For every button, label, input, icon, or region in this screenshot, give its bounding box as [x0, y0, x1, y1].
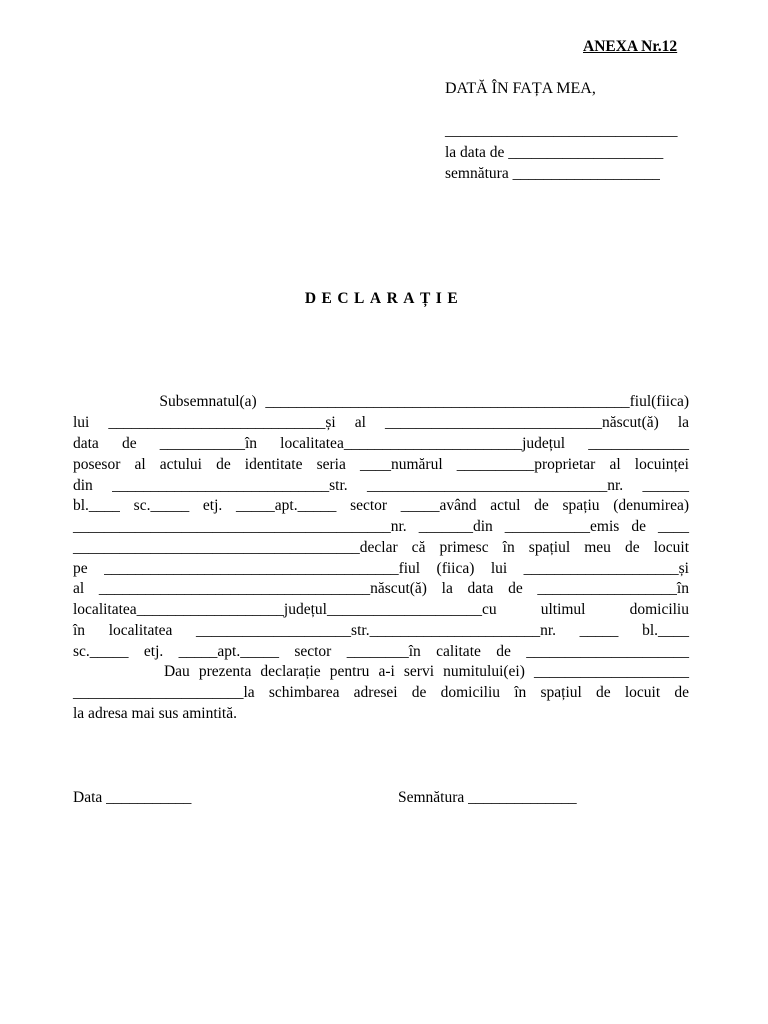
body-line: localitatea___________________județul____________________cu ultimul domiciliu	[73, 601, 689, 618]
body-line: data de ___________în localitatea_______________________județul _____________	[73, 435, 689, 452]
body-line: sc._____ etj. _____apt._____ sector ________în calitate de _____________________	[73, 643, 689, 660]
body-line: Dau prezenta declarație pentru a-i servi numitului(ei) ____________________	[73, 663, 689, 680]
date-field: Data ___________	[73, 789, 192, 806]
body-line: posesor al actului de identitate seria ____numărul __________proprietar al locuinței	[73, 456, 689, 473]
body-line: la adresa mai sus amintită.	[73, 705, 237, 722]
witness-signature-line: semnătura ___________________	[445, 165, 660, 182]
signature-field: Semnătura ______________	[398, 789, 577, 806]
body-line: _________________________________________nr. _______din ___________emis de ____	[73, 518, 689, 535]
body-line: bl.____ sc._____ etj. _____apt._____ sector _____având actul de spațiu (denumirea)	[73, 497, 689, 514]
body-line: din ____________________________str. _______________________________nr. ______	[73, 477, 689, 494]
body-line: în localitatea ____________________str.______________________nr. _____ bl.____	[73, 622, 689, 639]
witness-name-line: ______________________________	[445, 122, 678, 139]
witness-date-line: la data de ____________________	[445, 144, 664, 161]
body-line: al ___________________________________născut(ă) la data de __________________în	[73, 580, 689, 597]
document-title: DECLARAȚIE	[304, 290, 464, 307]
body-line: pe ______________________________________fiul (fiica) lui ____________________și	[73, 560, 689, 577]
body-line: lui ____________________________și al ____________________________născut(ă) la	[73, 414, 689, 431]
body-line: Subsemnatul(a) _______________________________________________fiul(fiica)	[73, 393, 689, 410]
annex-number: ANEXA Nr.12	[583, 38, 678, 55]
given-before-me-heading: DATĂ ÎN FAȚA MEA,	[445, 80, 596, 97]
body-line: ______________________la schimbarea adresei de domiciliu în spațiul de locuit de	[73, 684, 689, 701]
body-line: _____________________________________declar că primesc în spațiul meu de locuit	[73, 539, 689, 556]
